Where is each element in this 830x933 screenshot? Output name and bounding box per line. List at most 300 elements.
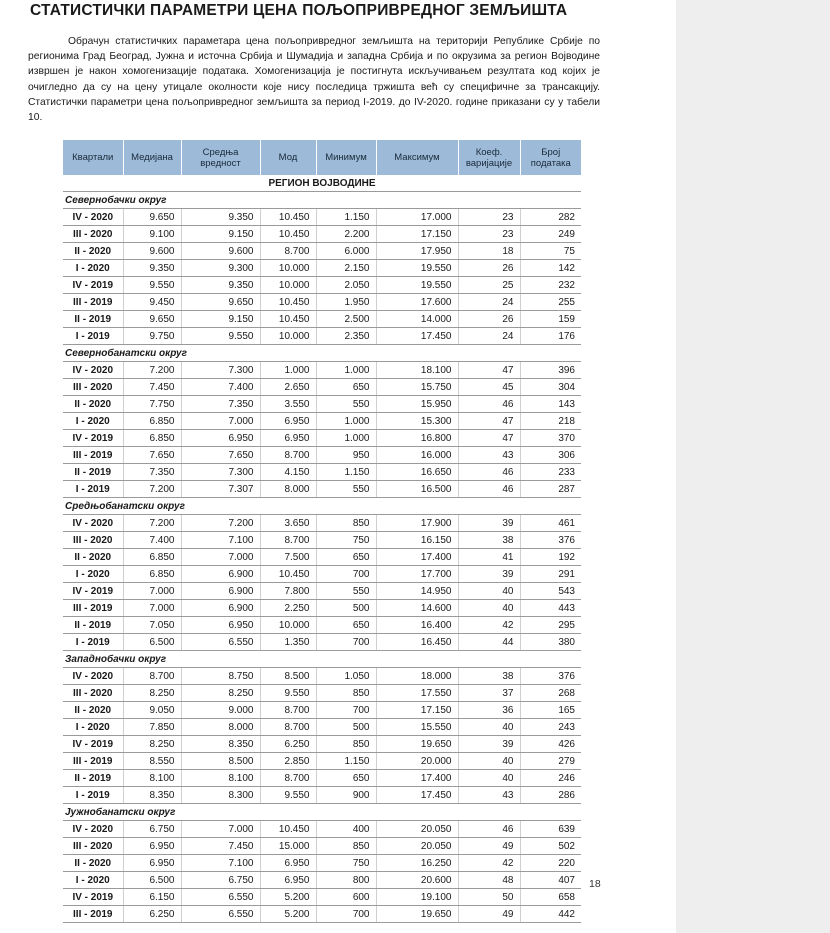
cell-data-count: 426 [520,736,581,753]
cell-data-count: 370 [520,430,581,447]
cell-data-count: 286 [520,787,581,804]
cell-mean: 7.300 [181,362,260,379]
cell-maximum: 16.650 [376,464,458,481]
cell-mean: 7.650 [181,447,260,464]
cell-data-count: 249 [520,226,581,243]
cell-quarter: III - 2020 [63,685,123,702]
cell-minimum: 550 [316,583,376,600]
cell-variation-coef: 37 [458,685,520,702]
cell-maximum: 16.150 [376,532,458,549]
cell-median: 7.400 [123,532,181,549]
cell-mean: 8.250 [181,685,260,702]
cell-maximum: 17.150 [376,226,458,243]
cell-variation-coef: 23 [458,226,520,243]
cell-minimum: 700 [316,566,376,583]
cell-median: 8.350 [123,787,181,804]
cell-variation-coef: 43 [458,787,520,804]
page-title: СТАТИСТИЧКИ ПАРАМЕТРИ ЦЕНА ПОЉОПРИВРЕДНОГ ЗЕМЉИШТА [30,2,568,19]
cell-variation-coef: 46 [458,821,520,838]
cell-median: 7.750 [123,396,181,413]
cell-maximum: 17.400 [376,549,458,566]
table-row [63,209,581,226]
cell-variation-coef: 41 [458,549,520,566]
cell-mode: 10.450 [260,226,316,243]
cell-median: 9.350 [123,260,181,277]
cell-minimum: 2.500 [316,311,376,328]
intro-paragraph: Обрачун статистичких параметара цена пољопривредног земљишта на територији Републике Србије по регионима Град Београд, Јужна и источна Србија и Шумадија и западна Србија и по окрузима за регион Војводине извршен је након хомогенизације података. Хомогенизација је постигнута искључивањем резултата код којих је очигледно да су на цену утицале околности које нису последица тржишта већ су специфичне за трансакцију. Статистички параметри цена пољопривредног земљишта за период I-2019. до IV-2020. године приказани су у табели 10. [28,36,600,124]
region-row [63,175,581,192]
cell-quarter: I - 2020 [63,413,123,430]
cell-mode: 1.000 [260,362,316,379]
cell-mean: 9.150 [181,311,260,328]
cell-data-count: 407 [520,872,581,889]
cell-data-count: 220 [520,855,581,872]
cell-median: 8.250 [123,736,181,753]
cell-maximum: 16.450 [376,634,458,651]
cell-mean: 7.100 [181,532,260,549]
cell-mean: 6.550 [181,634,260,651]
cell-mode: 8.000 [260,481,316,498]
cell-quarter: II - 2020 [63,396,123,413]
cell-minimum: 550 [316,481,376,498]
cell-median: 6.950 [123,838,181,855]
cell-maximum: 17.450 [376,787,458,804]
cell-quarter: IV - 2019 [63,736,123,753]
cell-mean: 9.000 [181,702,260,719]
cell-mean: 6.750 [181,872,260,889]
table-row [63,753,581,770]
table-row [63,328,581,345]
cell-mode: 10.000 [260,260,316,277]
district-row [63,804,581,821]
cell-quarter: II - 2019 [63,617,123,634]
cell-minimum: 750 [316,532,376,549]
cell-minimum: 700 [316,906,376,923]
cell-median: 9.050 [123,702,181,719]
cell-variation-coef: 24 [458,294,520,311]
cell-quarter: II - 2020 [63,702,123,719]
cell-variation-coef: 25 [458,277,520,294]
cell-quarter: I - 2020 [63,260,123,277]
cell-minimum: 850 [316,685,376,702]
table-row [63,617,581,634]
cell-variation-coef: 43 [458,447,520,464]
cell-variation-coef: 49 [458,906,520,923]
cell-variation-coef: 23 [458,209,520,226]
cell-minimum: 850 [316,838,376,855]
cell-maximum: 14.600 [376,600,458,617]
cell-quarter: IV - 2019 [63,277,123,294]
cell-mode: 1.350 [260,634,316,651]
header-data-count: Број података [520,140,581,175]
cell-variation-coef: 47 [458,362,520,379]
table-row [63,226,581,243]
cell-quarter: III - 2019 [63,600,123,617]
cell-mean: 6.950 [181,617,260,634]
cell-median: 7.650 [123,447,181,464]
cell-variation-coef: 40 [458,753,520,770]
cell-data-count: 287 [520,481,581,498]
cell-variation-coef: 44 [458,634,520,651]
cell-variation-coef: 38 [458,668,520,685]
cell-mode: 3.550 [260,396,316,413]
cell-data-count: 192 [520,549,581,566]
cell-mean: 7.450 [181,838,260,855]
cell-minimum: 1.050 [316,668,376,685]
cell-minimum: 1.950 [316,294,376,311]
statistics-table [63,140,581,923]
cell-mean: 6.550 [181,889,260,906]
page-number: 18 [589,878,601,890]
cell-maximum: 15.300 [376,413,458,430]
cell-mean: 7.000 [181,549,260,566]
cell-maximum: 17.700 [376,566,458,583]
table-row [63,277,581,294]
cell-maximum: 20.000 [376,753,458,770]
cell-maximum: 17.150 [376,702,458,719]
cell-mean: 9.550 [181,328,260,345]
table-row [63,464,581,481]
cell-quarter: I - 2020 [63,719,123,736]
table-row [63,532,581,549]
cell-data-count: 246 [520,770,581,787]
cell-mean: 9.150 [181,226,260,243]
cell-minimum: 850 [316,736,376,753]
cell-quarter: IV - 2019 [63,430,123,447]
district-name: Западнобачки округ [63,651,581,668]
header-minimum: Минимум [316,140,376,175]
cell-quarter: I - 2019 [63,328,123,345]
cell-maximum: 14.950 [376,583,458,600]
cell-median: 9.600 [123,243,181,260]
cell-quarter: I - 2020 [63,566,123,583]
cell-minimum: 2.350 [316,328,376,345]
table-row [63,906,581,923]
cell-mode: 8.700 [260,770,316,787]
cell-data-count: 543 [520,583,581,600]
cell-median: 6.950 [123,855,181,872]
cell-mode: 15.000 [260,838,316,855]
table-header [63,140,581,175]
cell-data-count: 306 [520,447,581,464]
cell-maximum: 17.950 [376,243,458,260]
cell-mode: 8.700 [260,447,316,464]
cell-median: 7.350 [123,464,181,481]
table-row [63,702,581,719]
cell-quarter: I - 2019 [63,787,123,804]
cell-median: 9.100 [123,226,181,243]
cell-variation-coef: 18 [458,243,520,260]
cell-mean: 9.350 [181,209,260,226]
cell-variation-coef: 47 [458,430,520,447]
cell-maximum: 16.800 [376,430,458,447]
cell-median: 6.500 [123,872,181,889]
cell-quarter: III - 2020 [63,379,123,396]
table-row [63,362,581,379]
header-maximum: Максимум [376,140,458,175]
cell-maximum: 17.600 [376,294,458,311]
cell-minimum: 950 [316,447,376,464]
cell-maximum: 14.000 [376,311,458,328]
district-row [63,498,581,515]
cell-quarter: I - 2019 [63,634,123,651]
cell-median: 7.000 [123,583,181,600]
cell-minimum: 550 [316,396,376,413]
cell-mode: 9.550 [260,787,316,804]
cell-mode: 2.850 [260,753,316,770]
cell-quarter: II - 2019 [63,311,123,328]
cell-mode: 4.150 [260,464,316,481]
cell-mean: 8.500 [181,753,260,770]
cell-data-count: 165 [520,702,581,719]
cell-variation-coef: 38 [458,532,520,549]
cell-mode: 6.950 [260,872,316,889]
table-row [63,600,581,617]
cell-variation-coef: 50 [458,889,520,906]
cell-minimum: 700 [316,702,376,719]
table-row [63,566,581,583]
table-row [63,447,581,464]
cell-quarter: IV - 2019 [63,889,123,906]
cell-quarter: IV - 2020 [63,821,123,838]
cell-quarter: III - 2020 [63,226,123,243]
cell-maximum: 16.400 [376,617,458,634]
cell-median: 8.700 [123,668,181,685]
cell-mode: 8.700 [260,532,316,549]
table-row [63,549,581,566]
cell-mode: 10.450 [260,294,316,311]
district-row [63,192,581,209]
cell-median: 9.450 [123,294,181,311]
cell-quarter: IV - 2020 [63,515,123,532]
cell-maximum: 16.500 [376,481,458,498]
cell-mode: 5.200 [260,889,316,906]
cell-minimum: 1.150 [316,209,376,226]
table-row [63,770,581,787]
cell-median: 9.550 [123,277,181,294]
header-mean: Средња вредност [181,140,260,175]
cell-mode: 2.250 [260,600,316,617]
table-row [63,294,581,311]
cell-data-count: 218 [520,413,581,430]
cell-maximum: 19.650 [376,906,458,923]
cell-data-count: 233 [520,464,581,481]
cell-median: 7.000 [123,600,181,617]
cell-data-count: 232 [520,277,581,294]
cell-mode: 7.800 [260,583,316,600]
cell-quarter: II - 2020 [63,243,123,260]
cell-mode: 9.550 [260,685,316,702]
table-row [63,311,581,328]
cell-minimum: 2.150 [316,260,376,277]
cell-median: 8.250 [123,685,181,702]
cell-mean: 8.750 [181,668,260,685]
cell-mean: 9.650 [181,294,260,311]
cell-mode: 2.650 [260,379,316,396]
cell-mode: 10.450 [260,566,316,583]
cell-mean: 7.100 [181,855,260,872]
cell-minimum: 6.000 [316,243,376,260]
cell-variation-coef: 36 [458,702,520,719]
cell-mean: 6.900 [181,600,260,617]
cell-data-count: 502 [520,838,581,855]
cell-data-count: 255 [520,294,581,311]
cell-data-count: 279 [520,753,581,770]
cell-data-count: 376 [520,668,581,685]
cell-data-count: 658 [520,889,581,906]
cell-mean: 8.000 [181,719,260,736]
cell-mean: 7.000 [181,821,260,838]
cell-variation-coef: 47 [458,413,520,430]
district-name: Јужнобанатски округ [63,804,581,821]
cell-quarter: IV - 2020 [63,362,123,379]
cell-minimum: 800 [316,872,376,889]
cell-data-count: 75 [520,243,581,260]
cell-data-count: 443 [520,600,581,617]
cell-minimum: 1.150 [316,464,376,481]
district-name: Средњобанатски округ [63,498,581,515]
cell-mean: 8.350 [181,736,260,753]
cell-mode: 8.700 [260,719,316,736]
cell-maximum: 17.450 [376,328,458,345]
table-row [63,719,581,736]
cell-minimum: 400 [316,821,376,838]
cell-minimum: 650 [316,617,376,634]
cell-quarter: IV - 2020 [63,668,123,685]
cell-minimum: 650 [316,770,376,787]
table-row [63,855,581,872]
cell-median: 7.200 [123,515,181,532]
cell-quarter: III - 2020 [63,532,123,549]
cell-minimum: 650 [316,549,376,566]
cell-data-count: 380 [520,634,581,651]
cell-mode: 8.700 [260,702,316,719]
cell-quarter: II - 2020 [63,855,123,872]
cell-maximum: 17.000 [376,209,458,226]
cell-data-count: 461 [520,515,581,532]
cell-mean: 9.600 [181,243,260,260]
cell-median: 7.850 [123,719,181,736]
cell-median: 6.850 [123,430,181,447]
region-label: РЕГИОН ВОЈВОДИНЕ [63,175,581,192]
cell-minimum: 900 [316,787,376,804]
table-row [63,379,581,396]
cell-maximum: 20.600 [376,872,458,889]
cell-maximum: 15.750 [376,379,458,396]
cell-mode: 10.000 [260,328,316,345]
cell-variation-coef: 40 [458,600,520,617]
cell-mode: 3.650 [260,515,316,532]
cell-mean: 7.307 [181,481,260,498]
cell-data-count: 442 [520,906,581,923]
table-body [63,175,581,923]
cell-data-count: 639 [520,821,581,838]
cell-minimum: 750 [316,855,376,872]
cell-variation-coef: 26 [458,260,520,277]
cell-quarter: III - 2019 [63,753,123,770]
cell-median: 6.150 [123,889,181,906]
cell-variation-coef: 48 [458,872,520,889]
cell-variation-coef: 24 [458,328,520,345]
cell-mode: 6.950 [260,413,316,430]
cell-minimum: 2.200 [316,226,376,243]
cell-maximum: 16.000 [376,447,458,464]
cell-quarter: III - 2019 [63,447,123,464]
cell-variation-coef: 42 [458,617,520,634]
cell-minimum: 2.050 [316,277,376,294]
cell-minimum: 500 [316,719,376,736]
cell-mean: 7.200 [181,515,260,532]
cell-median: 6.500 [123,634,181,651]
cell-median: 6.750 [123,821,181,838]
cell-maximum: 19.100 [376,889,458,906]
cell-minimum: 1.150 [316,753,376,770]
cell-quarter: I - 2020 [63,872,123,889]
cell-minimum: 700 [316,634,376,651]
cell-mode: 8.700 [260,243,316,260]
header-variation-coef: Коеф. варијације [458,140,520,175]
cell-quarter: III - 2020 [63,838,123,855]
cell-maximum: 15.550 [376,719,458,736]
cell-median: 6.850 [123,413,181,430]
cell-mean: 8.300 [181,787,260,804]
cell-median: 9.750 [123,328,181,345]
cell-variation-coef: 40 [458,719,520,736]
cell-quarter: II - 2019 [63,464,123,481]
cell-mean: 9.300 [181,260,260,277]
table-row [63,515,581,532]
district-row [63,345,581,362]
cell-variation-coef: 40 [458,583,520,600]
table-row [63,413,581,430]
cell-mode: 10.450 [260,209,316,226]
cell-mode: 8.500 [260,668,316,685]
side-panel [676,0,830,933]
cell-maximum: 17.900 [376,515,458,532]
statistics-table-wrap [63,140,581,923]
cell-variation-coef: 42 [458,855,520,872]
table-row [63,685,581,702]
cell-data-count: 243 [520,719,581,736]
cell-mode: 6.250 [260,736,316,753]
table-row [63,430,581,447]
cell-median: 9.650 [123,209,181,226]
cell-mode: 10.000 [260,277,316,294]
cell-data-count: 291 [520,566,581,583]
cell-maximum: 16.250 [376,855,458,872]
cell-mean: 6.950 [181,430,260,447]
cell-quarter: II - 2019 [63,770,123,787]
cell-median: 7.200 [123,481,181,498]
district-row [63,651,581,668]
cell-variation-coef: 39 [458,736,520,753]
cell-data-count: 142 [520,260,581,277]
cell-mean: 6.900 [181,583,260,600]
cell-mode: 10.450 [260,821,316,838]
table-row [63,481,581,498]
cell-variation-coef: 49 [458,838,520,855]
cell-maximum: 20.050 [376,821,458,838]
cell-quarter: III - 2019 [63,906,123,923]
cell-mean: 6.900 [181,566,260,583]
cell-maximum: 19.650 [376,736,458,753]
cell-data-count: 304 [520,379,581,396]
cell-mean: 7.300 [181,464,260,481]
cell-data-count: 143 [520,396,581,413]
cell-mode: 6.950 [260,855,316,872]
table-row [63,872,581,889]
cell-mode: 7.500 [260,549,316,566]
